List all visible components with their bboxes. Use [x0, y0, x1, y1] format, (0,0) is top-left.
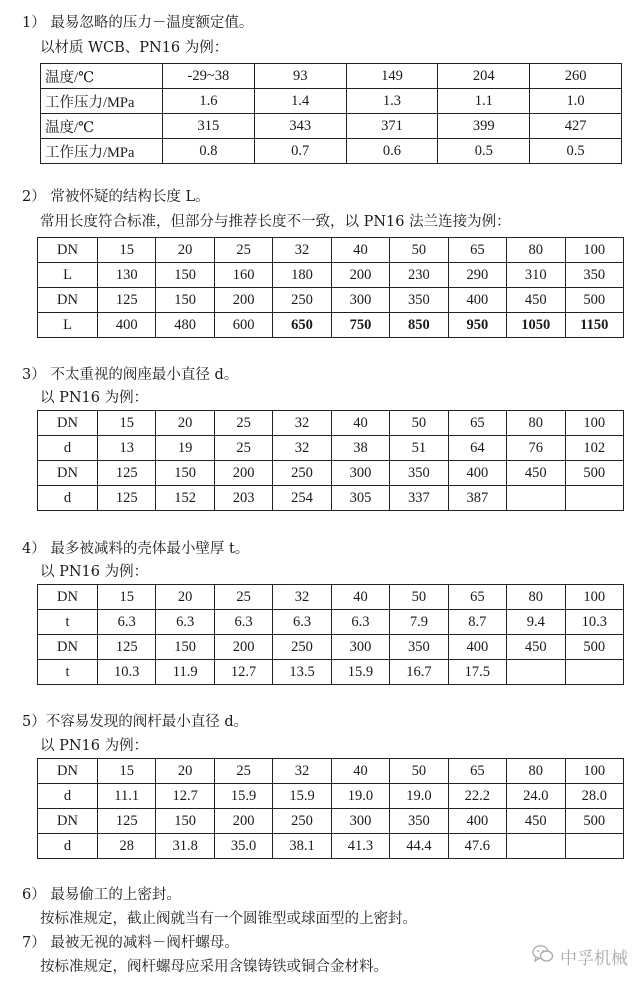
- wechat-icon: [532, 944, 554, 969]
- table-cell: 6.3: [331, 610, 389, 635]
- table-row: [38, 263, 624, 288]
- table-row: [38, 784, 624, 809]
- table-cell: 125: [98, 809, 156, 834]
- table-cell: 500: [565, 635, 624, 660]
- row-label-cell: DN: [38, 759, 98, 784]
- table-cell: 24.0: [507, 784, 565, 809]
- table-cell: 300: [331, 809, 389, 834]
- table-row: [41, 64, 622, 89]
- row-label-cell: d: [38, 784, 98, 809]
- table-cell: 15: [98, 411, 156, 436]
- table-row: [41, 139, 622, 164]
- row-label-cell: d: [38, 486, 98, 511]
- table-cell: 250: [273, 288, 331, 313]
- table-cell: 32: [273, 238, 331, 263]
- table-cell: 150: [156, 288, 214, 313]
- table-cell: 25: [214, 411, 272, 436]
- table-cell: 20: [156, 238, 214, 263]
- row-label-cell: DN: [38, 461, 98, 486]
- table-cell: 15: [98, 585, 156, 610]
- table-cell: 19.0: [390, 784, 448, 809]
- row-label-cell: DN: [38, 411, 98, 436]
- table-cell: 6.3: [214, 610, 272, 635]
- table-cell: 102: [565, 436, 624, 461]
- table-cell: 15.9: [214, 784, 272, 809]
- section-2-heading: 2） 常被怀疑的结构长度 L。: [22, 189, 210, 205]
- table-cell: 427: [530, 114, 622, 139]
- table-row: [38, 809, 624, 834]
- table-cell: 160: [214, 263, 272, 288]
- table-cell: 80: [507, 238, 565, 263]
- table-cell: 10.3: [565, 610, 624, 635]
- table-cell: 500: [565, 809, 624, 834]
- table-cell: 371: [346, 114, 438, 139]
- table-row: [38, 461, 624, 486]
- table-cell: 254: [273, 486, 331, 511]
- row-label-cell: DN: [38, 809, 98, 834]
- table-cell: 343: [254, 114, 346, 139]
- table-cell: 44.4: [390, 834, 448, 859]
- table-row: [38, 834, 624, 859]
- table-cell: 180: [273, 263, 331, 288]
- table-cell: 350: [390, 809, 448, 834]
- table-cell: 80: [507, 759, 565, 784]
- table-cell: 387: [448, 486, 506, 511]
- table-cell: 0.7: [254, 139, 346, 164]
- table-cell: 6.3: [156, 610, 214, 635]
- table-row: [38, 585, 624, 610]
- table-cell: 1150: [565, 313, 624, 338]
- row-label-cell: 温度/℃: [41, 114, 163, 139]
- table-cell: 20: [156, 411, 214, 436]
- table-cell: 40: [331, 411, 389, 436]
- seat-diameter-table: [37, 410, 624, 511]
- table-cell: [507, 660, 565, 685]
- table-cell: 15: [98, 238, 156, 263]
- row-label-cell: t: [38, 660, 98, 685]
- table-row: [38, 610, 624, 635]
- table-cell: 32: [273, 411, 331, 436]
- table-cell: 15.9: [273, 784, 331, 809]
- section-1-heading: 1） 最易忽略的压力－温度额定值。: [22, 15, 254, 31]
- table-row: [38, 288, 624, 313]
- table-cell: 16.7: [390, 660, 448, 685]
- table-cell: 65: [448, 411, 506, 436]
- table-cell: 500: [565, 461, 624, 486]
- row-label-cell: t: [38, 610, 98, 635]
- table-row: [38, 313, 624, 338]
- table-cell: 130: [98, 263, 156, 288]
- table-row: [41, 114, 622, 139]
- section-1-subtitle: 以材质 WCB、PN16 为例：: [40, 40, 229, 56]
- table-cell: 1.0: [530, 89, 622, 114]
- table-cell: 152: [156, 486, 214, 511]
- table-cell: 100: [565, 585, 624, 610]
- watermark-text: 中孚机械: [560, 949, 628, 969]
- table-cell: 0.6: [346, 139, 438, 164]
- table-cell: 20: [156, 759, 214, 784]
- table-cell: 65: [448, 759, 506, 784]
- note-6-heading: 6） 最易偷工的上密封。: [22, 887, 181, 903]
- table-cell: 28: [98, 834, 156, 859]
- table-cell: 250: [273, 461, 331, 486]
- table-cell: 12.7: [156, 784, 214, 809]
- table-cell: 1.6: [163, 89, 255, 114]
- table-cell: 1050: [507, 313, 565, 338]
- table-cell: 6.3: [273, 610, 331, 635]
- section-4-heading: 4） 最多被减料的壳体最小壁厚 t。: [22, 541, 250, 557]
- table-cell: 480: [156, 313, 214, 338]
- table-cell: 35.0: [214, 834, 272, 859]
- table-cell: -29~38: [163, 64, 255, 89]
- wall-thickness-table: [37, 584, 624, 685]
- row-label-cell: 工作压力/MPa: [41, 139, 163, 164]
- table-cell: 200: [214, 809, 272, 834]
- table-cell: 300: [331, 288, 389, 313]
- table-cell: 1.4: [254, 89, 346, 114]
- table-cell: 28.0: [565, 784, 624, 809]
- table-cell: 150: [156, 263, 214, 288]
- table-cell: 305: [331, 486, 389, 511]
- watermark: [532, 944, 628, 969]
- table-cell: [507, 486, 565, 511]
- table-cell: 150: [156, 635, 214, 660]
- row-label-cell: DN: [38, 635, 98, 660]
- table-cell: 450: [507, 461, 565, 486]
- note-7-heading: 7） 最被无视的减料－阀杆螺母。: [22, 935, 239, 951]
- table-cell: 350: [390, 635, 448, 660]
- section-2-subtitle: 常用长度符合标准，但部分与推荐长度不一致，以 PN16 法兰连接为例：: [40, 214, 511, 230]
- section-4-subtitle: 以 PN16 为例：: [40, 564, 149, 580]
- table-cell: 100: [565, 238, 624, 263]
- table-cell: 0.5: [438, 139, 530, 164]
- table-row: [38, 486, 624, 511]
- table-cell: 9.4: [507, 610, 565, 635]
- table-cell: 350: [390, 288, 448, 313]
- table-cell: 400: [448, 635, 506, 660]
- table-cell: 20: [156, 585, 214, 610]
- table-cell: [507, 834, 565, 859]
- table-cell: 38.1: [273, 834, 331, 859]
- table-cell: 80: [507, 585, 565, 610]
- table-cell: 47.6: [448, 834, 506, 859]
- table-cell: 11.9: [156, 660, 214, 685]
- table-cell: 203: [214, 486, 272, 511]
- table-cell: 200: [331, 263, 389, 288]
- table-cell: 310: [507, 263, 565, 288]
- table-cell: 399: [438, 114, 530, 139]
- table-cell: 40: [331, 759, 389, 784]
- table-cell: 32: [273, 759, 331, 784]
- table-cell: 230: [390, 263, 448, 288]
- table-cell: 50: [390, 585, 448, 610]
- table-cell: 80: [507, 411, 565, 436]
- table-cell: 19: [156, 436, 214, 461]
- table-cell: 290: [448, 263, 506, 288]
- table-cell: 11.1: [98, 784, 156, 809]
- table-row: [41, 89, 622, 114]
- table-row: [38, 759, 624, 784]
- table-cell: 100: [565, 411, 624, 436]
- table-cell: 150: [156, 809, 214, 834]
- table-cell: 950: [448, 313, 506, 338]
- table-cell: 32: [273, 585, 331, 610]
- table-cell: [565, 486, 624, 511]
- table-cell: 65: [448, 585, 506, 610]
- table-cell: 64: [448, 436, 506, 461]
- row-label-cell: DN: [38, 238, 98, 263]
- table-cell: 150: [156, 461, 214, 486]
- note-7-text: 按标准规定，阀杆螺母应采用含镍铸铁或铜合金材料。: [40, 959, 388, 975]
- row-label-cell: d: [38, 834, 98, 859]
- table-cell: 250: [273, 635, 331, 660]
- section-3-heading: 3） 不太重视的阀座最小直径 d。: [22, 367, 239, 383]
- table-cell: 40: [331, 238, 389, 263]
- table-cell: 50: [390, 411, 448, 436]
- table-cell: 40: [331, 585, 389, 610]
- table-cell: 125: [98, 486, 156, 511]
- pressure-temperature-table: [40, 63, 622, 164]
- table-cell: 25: [214, 759, 272, 784]
- table-cell: 65: [448, 238, 506, 263]
- table-cell: 100: [565, 759, 624, 784]
- table-cell: 350: [390, 461, 448, 486]
- table-cell: 38: [331, 436, 389, 461]
- table-cell: 600: [214, 313, 272, 338]
- table-cell: 650: [273, 313, 331, 338]
- table-cell: 15: [98, 759, 156, 784]
- table-cell: [565, 834, 624, 859]
- table-cell: 450: [507, 288, 565, 313]
- table-cell: 6.3: [98, 610, 156, 635]
- table-cell: 200: [214, 288, 272, 313]
- table-cell: 15.9: [331, 660, 389, 685]
- section-5-heading: 5）不容易发现的阀杆最小直径 d。: [22, 714, 249, 730]
- table-cell: 850: [390, 313, 448, 338]
- row-label-cell: L: [38, 313, 98, 338]
- table-cell: 25: [214, 238, 272, 263]
- table-cell: 400: [98, 313, 156, 338]
- table-cell: 204: [438, 64, 530, 89]
- table-cell: 25: [214, 436, 272, 461]
- table-cell: 260: [530, 64, 622, 89]
- table-cell: 0.8: [163, 139, 255, 164]
- table-cell: 10.3: [98, 660, 156, 685]
- table-cell: 200: [214, 461, 272, 486]
- table-cell: 350: [565, 263, 624, 288]
- section-5-subtitle: 以 PN16 为例：: [40, 738, 149, 754]
- table-cell: 300: [331, 635, 389, 660]
- table-cell: 400: [448, 288, 506, 313]
- table-cell: 31.8: [156, 834, 214, 859]
- table-cell: 13: [98, 436, 156, 461]
- table-cell: 450: [507, 635, 565, 660]
- table-cell: 337: [390, 486, 448, 511]
- table-cell: 200: [214, 635, 272, 660]
- table-cell: 125: [98, 288, 156, 313]
- table-cell: 41.3: [331, 834, 389, 859]
- note-6-text: 按标准规定，截止阀就当有一个圆锥型或球面型的上密封。: [40, 911, 417, 927]
- table-cell: 400: [448, 809, 506, 834]
- table-cell: 250: [273, 809, 331, 834]
- row-label-cell: 工作压力/MPa: [41, 89, 163, 114]
- table-cell: 8.7: [448, 610, 506, 635]
- row-label-cell: L: [38, 263, 98, 288]
- table-cell: 50: [390, 759, 448, 784]
- row-label-cell: DN: [38, 288, 98, 313]
- table-cell: 750: [331, 313, 389, 338]
- table-cell: 315: [163, 114, 255, 139]
- table-cell: 1.3: [346, 89, 438, 114]
- table-cell: 400: [448, 461, 506, 486]
- table-cell: 450: [507, 809, 565, 834]
- section-3-subtitle: 以 PN16 为例：: [40, 390, 149, 406]
- row-label-cell: DN: [38, 585, 98, 610]
- table-cell: 12.7: [214, 660, 272, 685]
- table-cell: 17.5: [448, 660, 506, 685]
- table-cell: 32: [273, 436, 331, 461]
- table-row: [38, 660, 624, 685]
- table-row: [38, 436, 624, 461]
- table-cell: 0.5: [530, 139, 622, 164]
- row-label-cell: 温度/℃: [41, 64, 163, 89]
- table-row: [38, 411, 624, 436]
- table-cell: 300: [331, 461, 389, 486]
- table-cell: 1.1: [438, 89, 530, 114]
- table-cell: 7.9: [390, 610, 448, 635]
- table-cell: 25: [214, 585, 272, 610]
- row-label-cell: d: [38, 436, 98, 461]
- table-cell: 500: [565, 288, 624, 313]
- structure-length-table: [37, 237, 624, 338]
- table-cell: 50: [390, 238, 448, 263]
- table-cell: 19.0: [331, 784, 389, 809]
- table-cell: [565, 660, 624, 685]
- stem-diameter-table: [37, 758, 624, 859]
- table-cell: 76: [507, 436, 565, 461]
- table-cell: 51: [390, 436, 448, 461]
- table-cell: 93: [254, 64, 346, 89]
- table-cell: 125: [98, 461, 156, 486]
- table-cell: 125: [98, 635, 156, 660]
- table-cell: 13.5: [273, 660, 331, 685]
- table-row: [38, 635, 624, 660]
- table-row: [38, 238, 624, 263]
- table-cell: 22.2: [448, 784, 506, 809]
- table-cell: 149: [346, 64, 438, 89]
